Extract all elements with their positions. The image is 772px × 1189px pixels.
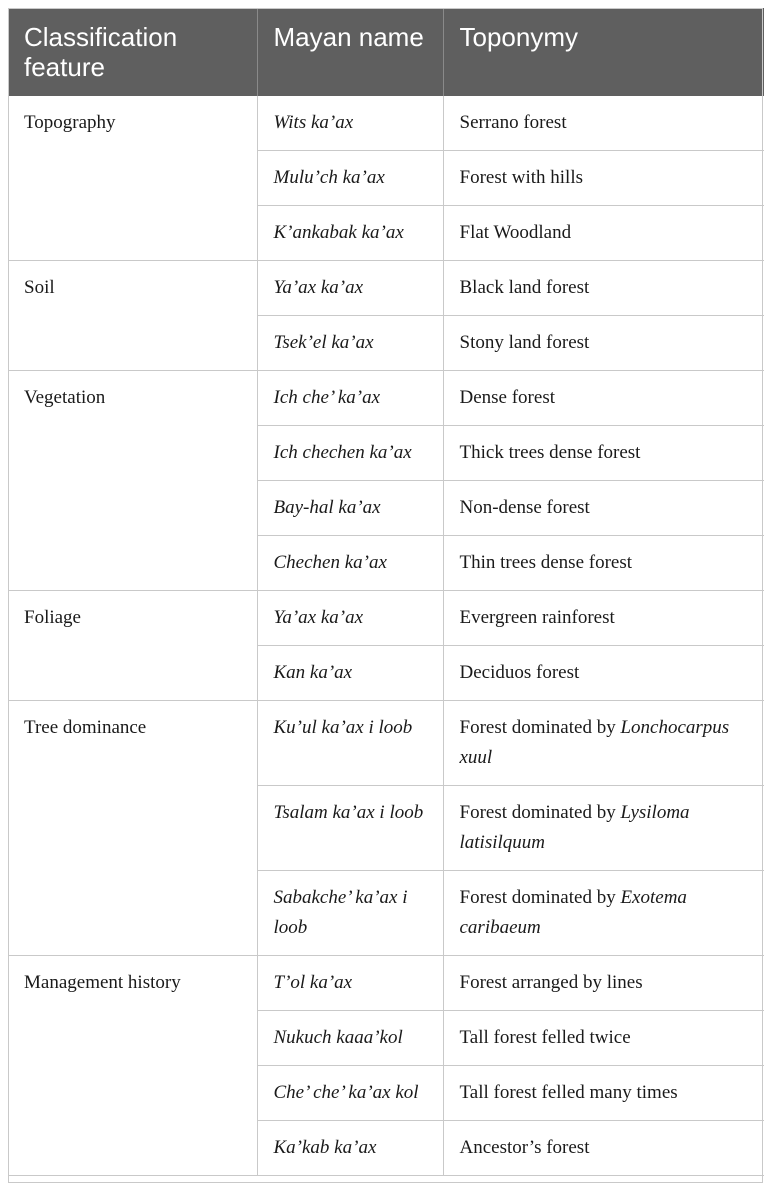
classification-feature-cell: Foliage bbox=[8, 591, 257, 701]
toponymy-text: Deciduos forest bbox=[459, 662, 580, 683]
mayan-name-cell: Chechen ka’ax bbox=[257, 536, 443, 591]
classification-feature-cell: Management history bbox=[8, 956, 257, 1176]
classification-feature-cell: Topography bbox=[8, 96, 257, 261]
toponymy-text: Thin trees dense forest bbox=[459, 552, 633, 573]
toponymy-cell bbox=[443, 1066, 764, 1121]
toponymy-text: Flat Woodland bbox=[459, 222, 572, 243]
mayan-name-cell: Ka’kab ka’ax bbox=[257, 1121, 443, 1176]
header-row bbox=[8, 8, 764, 96]
table-row bbox=[8, 956, 764, 1011]
mayan-name-cell: K’ankabak ka’ax bbox=[257, 206, 443, 261]
toponymy-cell bbox=[443, 206, 764, 261]
mayan-name-cell: Ya’ax ka’ax bbox=[257, 261, 443, 316]
toponymy-text: Serrano forest bbox=[459, 112, 567, 133]
table-row bbox=[8, 96, 764, 151]
toponymy-cell bbox=[443, 786, 764, 871]
mayan-name-cell: T’ol ka’ax bbox=[257, 956, 443, 1011]
mayan-name-cell: Bay-hal ka’ax bbox=[257, 481, 443, 536]
toponymy-text: Dense forest bbox=[459, 387, 555, 408]
toponymy-text: Tall forest felled twice bbox=[459, 1027, 631, 1048]
mayan-name-cell: Tsalam ka’ax i loob bbox=[257, 786, 443, 871]
header-toponymy: Toponymy bbox=[443, 8, 764, 96]
toponymy-cell bbox=[443, 96, 764, 151]
toponymy-cell bbox=[443, 426, 764, 481]
table-body bbox=[8, 96, 764, 1176]
toponymy-cell bbox=[443, 591, 764, 646]
mayan-name-cell: Mulu’ch ka’ax bbox=[257, 151, 443, 206]
toponymy-text: Forest dominated by bbox=[459, 717, 621, 738]
mayan-name-cell: Sabakche’ ka’ax i loob bbox=[257, 871, 443, 956]
species-name: Lonchocarpus xuul bbox=[459, 717, 730, 768]
toponymy-cell bbox=[443, 701, 764, 786]
toponymy-text: Forest arranged by lines bbox=[459, 972, 643, 993]
toponymy-cell bbox=[443, 1011, 764, 1066]
mayan-name-cell: Kan ka’ax bbox=[257, 646, 443, 701]
toponymy-cell bbox=[443, 151, 764, 206]
classification-feature-cell: Vegetation bbox=[8, 371, 257, 591]
toponymy-cell bbox=[443, 956, 764, 1011]
toponymy-cell bbox=[443, 371, 764, 426]
toponymy-text: Stony land forest bbox=[459, 332, 590, 353]
table-row bbox=[8, 371, 764, 426]
toponymy-text: Ancestor’s forest bbox=[459, 1137, 590, 1158]
toponymy-text: Black land forest bbox=[459, 277, 590, 298]
toponymy-text: Non-dense forest bbox=[459, 497, 590, 518]
table-row bbox=[8, 701, 764, 786]
table-header bbox=[8, 8, 764, 96]
mayan-name-cell: Ich che’ ka’ax bbox=[257, 371, 443, 426]
species-name: Exotema caribaeum bbox=[459, 887, 687, 938]
classification-table bbox=[8, 8, 764, 1176]
toponymy-text: Evergreen rainforest bbox=[459, 607, 615, 628]
mayan-name-cell: Tsek’el ka’ax bbox=[257, 316, 443, 371]
mayan-name-cell: Nukuch kaaa’kol bbox=[257, 1011, 443, 1066]
toponymy-cell bbox=[443, 316, 764, 371]
toponymy-cell bbox=[443, 261, 764, 316]
toponymy-cell bbox=[443, 871, 764, 956]
mayan-name-cell: Ku’ul ka’ax i loob bbox=[257, 701, 443, 786]
header-mayan-name: Mayan name bbox=[257, 8, 443, 96]
toponymy-cell bbox=[443, 536, 764, 591]
toponymy-cell bbox=[443, 1121, 764, 1176]
toponymy-text: Tall forest felled many times bbox=[459, 1082, 678, 1103]
mayan-name-cell: Ich chechen ka’ax bbox=[257, 426, 443, 481]
toponymy-text: Forest with hills bbox=[459, 167, 584, 188]
mayan-name-cell: Che’ che’ ka’ax kol bbox=[257, 1066, 443, 1121]
toponymy-cell bbox=[443, 481, 764, 536]
header-classification-feature: Classification feature bbox=[8, 8, 257, 96]
toponymy-text: Forest dominated by bbox=[459, 887, 621, 908]
mayan-name-cell: Wits ka’ax bbox=[257, 96, 443, 151]
table-row bbox=[8, 261, 764, 316]
toponymy-text: Thick trees dense forest bbox=[459, 442, 641, 463]
mayan-name-cell: Ya’ax ka’ax bbox=[257, 591, 443, 646]
species-name: Lysiloma latisilquum bbox=[459, 802, 690, 853]
toponymy-text: Forest dominated by bbox=[459, 802, 621, 823]
classification-feature-cell: Soil bbox=[8, 261, 257, 371]
table-row bbox=[8, 591, 764, 646]
toponymy-cell bbox=[443, 646, 764, 701]
classification-feature-cell: Tree dominance bbox=[8, 701, 257, 956]
